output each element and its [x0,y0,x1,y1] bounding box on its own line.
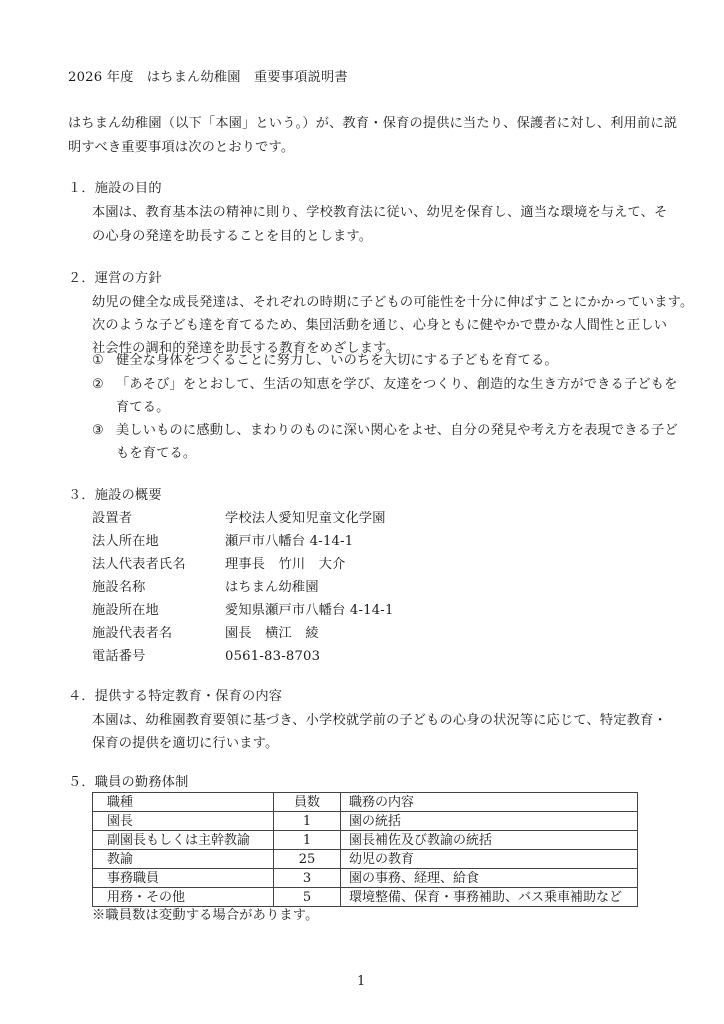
facility-value: 理事長 竹川 大介 [225,557,346,572]
cell-role: 園長 [93,812,274,831]
cell-role: 副園長もしくは主幹教諭 [93,831,274,850]
section-heading-services: ４．提供する特定教育・保育の内容 [68,689,283,704]
list-item-number: ③ [92,423,105,438]
cell-count: 5 [274,888,341,907]
column-header-duties: 職務の内容 [341,793,638,812]
cell-role: 事務職員 [93,869,274,888]
intro-line: 明すべき重要事項は次のとおりです。 [68,140,295,155]
section-heading-policy: ２．運営の方針 [68,271,162,286]
list-item-text: 美しいものに感動し、まわりのものに深い関心をよせ、自分の発見や考え方を表現できる子ど [116,423,678,438]
list-item-text: もを育てる。 [116,446,197,461]
cell-duties: 園長補佐及び教諭の統括 [341,831,638,850]
document-title: 2026 年度 はちまん幼稚園 重要事項説明書 [68,70,348,85]
cell-duties: 園の統括 [341,812,638,831]
facility-value: 学校法人愛知児童文化学園 [225,511,386,526]
facility-label: 法人代表者氏名 [92,557,186,572]
cell-duties: 幼児の教育 [341,850,638,869]
cell-role: 教諭 [93,850,274,869]
list-item-number: ② [92,377,105,392]
column-header-count: 員数 [274,793,341,812]
section-text: 本園は、教育基本法の精神に則り、学校教育法に従い、幼児を保育し、適当な環境を与えて、そ [92,205,668,220]
section-text: 社会性の調和的発達を助長する教育をめざします。 [92,341,399,356]
section-text: 幼児の健全な成長発達は、それぞれの時期に子どもの可能性を十分に伸ばすことにかかっています。 [92,295,694,310]
facility-value: 0561-83-8703 [225,649,321,664]
table-row [93,850,638,869]
section-text: 次のような子ども達を育てるため、集団活動を通じ、心身ともに健やかで豊かな人間性と正しい [92,318,668,333]
table-row [93,869,638,888]
cell-count: 25 [274,850,341,869]
table-row [93,812,638,831]
section-text: 保育の提供を適切に行います。 [92,736,279,751]
section-text: の心身の発達を助長することを目的とします。 [92,229,373,244]
facility-label: 法人所在地 [92,534,159,549]
cell-duties: 園の事務、経理、給食 [341,869,638,888]
page-number: 1 [357,974,366,989]
cell-count: 3 [274,869,341,888]
column-header-role: 職種 [93,793,274,812]
cell-duties: 環境整備、保育・事務補助、バス乗車補助など [341,888,638,907]
cell-count: 1 [274,812,341,831]
facility-label: 施設名称 [92,580,146,595]
cell-count: 1 [274,831,341,850]
facility-label: 施設代表者名 [92,626,173,641]
facility-value: はちまん幼稚園 [225,580,319,595]
staff-table [92,792,638,907]
section-text: 本園は、幼稚園教育要領に基づき、小学校就学前の子どもの心身の状況等に応じて、特定教育・ [92,713,667,728]
table-row [93,888,638,907]
section-heading-purpose: １．施設の目的 [68,181,162,196]
intro-line: はちまん幼稚園（以下「本園」という。）が、教育・保育の提供に当たり、保護者に対し、利用前に説 [68,116,678,131]
facility-label: 施設所在地 [92,603,159,618]
section-heading-overview: ３．施設の概要 [68,488,162,503]
facility-value: 瀬戸市八幡台 4-14-1 [225,534,354,549]
facility-value: 愛知県瀬戸市八幡台 4-14-1 [225,603,394,618]
table-row [93,831,638,850]
list-item-text: 「あそび」をとおして、生活の知恵を学び、友達をつくり、創造的な生き方ができる子どもを [116,377,678,392]
table-header-row [93,793,638,812]
facility-value: 園長 横江 綾 [225,626,319,641]
facility-label: 設置者 [92,511,133,526]
section-heading-staff: ５．職員の勤務体制 [68,775,189,790]
list-item-text: 健全な身体をつくることに努力し、いのちを大切にする子どもを育てる。 [116,353,558,368]
list-item-text: 育てる。 [116,400,170,415]
cell-role: 用務・その他 [93,888,274,907]
staff-note: ※職員数は変動する場合があります。 [92,908,319,923]
list-item-number: ① [92,353,105,368]
facility-label: 電話番号 [92,649,146,664]
